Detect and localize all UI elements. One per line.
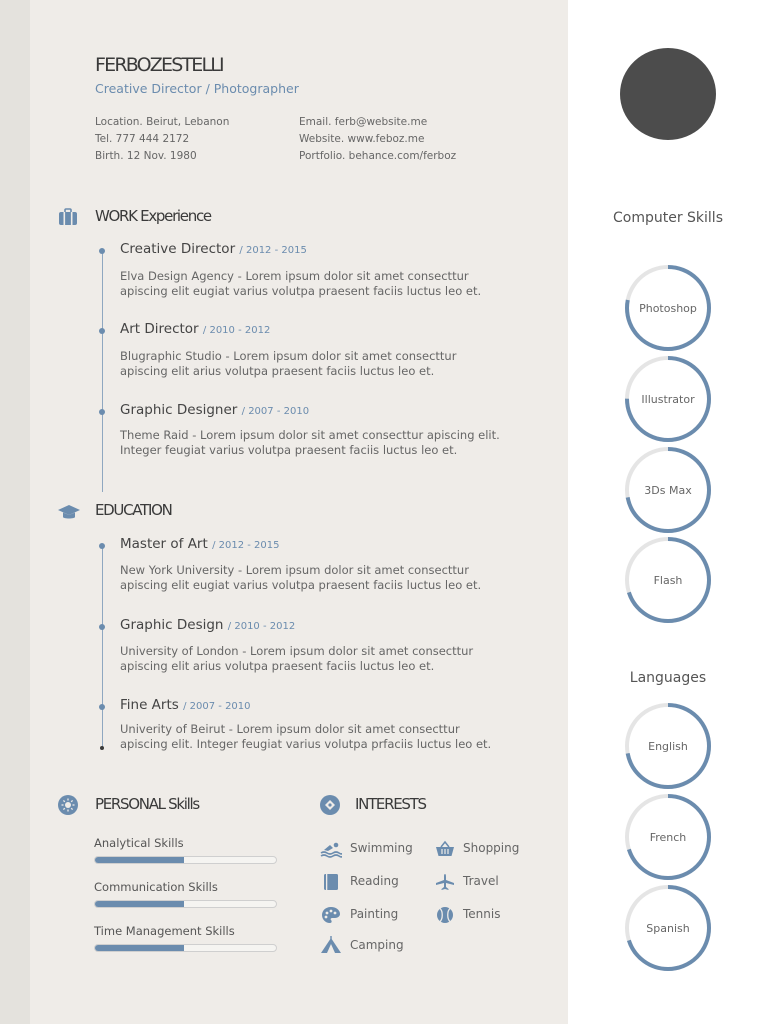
website-text[interactable]: Website. www.feboz.me (299, 133, 425, 145)
skill-bar (94, 900, 277, 908)
ring-label: English (648, 739, 688, 753)
skill-bar (94, 944, 277, 952)
ring-label: French (649, 830, 687, 844)
ring-label: Spanish (646, 921, 690, 935)
timeline-dot (99, 328, 105, 334)
skill-ring (623, 445, 713, 535)
timeline-dot (99, 624, 105, 630)
skill-label: Communication Skills (94, 880, 218, 894)
education-entry-desc: New York University - Lorem ipsum dolor sit amet consecttur apiscing elit eugiat varius volutpa praesent faciis luctus leo et. (120, 563, 482, 592)
swimmer-icon (320, 840, 342, 858)
birth-text: Birth. 12 Nov. 1980 (95, 150, 197, 162)
education-entry-date: / 2007 - 2010 (183, 701, 251, 712)
personal-skills-title: PERSONAL Skills (95, 795, 199, 813)
education-entry-desc: Univerity of Beirut - Lorem ipsum dolor sit amet consecttur apiscing elit. Integer feugiat varius volutpa prfaciis luctus leo et. (120, 722, 492, 751)
work-entry-desc: Elva Design Agency - Lorem ipsum dolor sit amet consecttur apiscing elit eugiat varius volutpa praesent faciis luctus leo et. (120, 269, 482, 298)
work-entry-date: / 2007 - 2010 (241, 406, 310, 417)
graduation-cap-icon (57, 502, 81, 522)
interest-label: Camping (350, 938, 404, 952)
education-entry-desc: University of London - Lorem ipsum dolor sit amet consecttur apiscing elit arius volutpa praesent faciis luctus leo et. (120, 644, 474, 673)
skill-bar-fill (95, 857, 184, 863)
avatar (620, 48, 716, 140)
education-entry-date: / 2010 - 2012 (227, 621, 296, 632)
skill-bar-fill (95, 901, 184, 907)
timeline-end-dot (100, 746, 104, 750)
skill-label: Time Management Skills (94, 924, 235, 938)
work-timeline (102, 252, 103, 492)
interest-label: Travel (463, 874, 499, 888)
compass-icon (320, 795, 340, 815)
work-entry-desc: Blugraphic Studio - Lorem ipsum dolor sit amet consecttur apiscing elit arius volutpa praesent faciis luctus leo et. (120, 349, 457, 378)
education-entry-title: Fine Arts / 2007 - 2010 (120, 697, 251, 713)
education-entry-title: Master of Art / 2012 - 2015 (120, 536, 280, 552)
education-entry-title: Graphic Design / 2010 - 2012 (120, 617, 296, 633)
ring-label: Photoshop (639, 301, 697, 315)
briefcase-icon (58, 207, 78, 227)
interests-title: INTERESTS (355, 795, 426, 813)
portfolio-text[interactable]: Portfolio. behance.com/ferboz (299, 150, 457, 162)
ring-label: 3Ds Max (644, 483, 692, 497)
contact-right (299, 114, 456, 165)
education-entry-date: / 2012 - 2015 (212, 540, 280, 551)
airplane-icon (434, 873, 456, 891)
language-ring (623, 701, 713, 791)
timeline-dot (99, 543, 105, 549)
person-role: Creative Director / Photographer (95, 81, 299, 96)
basket-icon (434, 840, 456, 858)
skill-bar (94, 856, 277, 864)
timeline-dot (99, 704, 105, 710)
ring-label: Illustrator (641, 392, 695, 406)
skill-ring (623, 535, 713, 625)
person-name: FERBOZESTELLI (95, 54, 223, 76)
skill-bar-fill (95, 945, 184, 951)
interest-label: Swimming (350, 841, 413, 855)
work-entry-desc: Theme Raid - Lorem ipsum dolor sit amet consecttur apiscing elit. Integer feugiat varius volutpa praesent faciis luctus leo et. (120, 428, 500, 457)
interest-label: Shopping (463, 841, 520, 855)
work-entry-title: Graphic Designer / 2007 - 2010 (120, 402, 310, 418)
interest-label: Painting (350, 907, 399, 921)
skill-ring (623, 263, 713, 353)
tent-icon (320, 936, 342, 954)
palette-icon (320, 906, 342, 924)
ring-label: Flash (653, 573, 683, 587)
sun-icon (58, 795, 78, 815)
location-text: Location. Beirut, Lebanon (95, 116, 230, 128)
work-entry-title: Art Director / 2010 - 2012 (120, 321, 271, 337)
language-ring (623, 883, 713, 973)
work-entry-date: / 2010 - 2012 (202, 325, 271, 336)
work-entry-title: Creative Director / 2012 - 2015 (120, 241, 307, 257)
languages-title: Languages (629, 670, 707, 686)
left-decor-strip (0, 0, 30, 1024)
skill-label: Analytical Skills (94, 836, 184, 850)
timeline-dot (99, 409, 105, 415)
email-text[interactable]: Email. ferb@website.me (299, 116, 428, 128)
education-section-title: EDUCATION (95, 501, 172, 519)
education-timeline (102, 545, 103, 748)
phone-text: Tel. 777 444 2172 (95, 133, 190, 145)
book-icon (320, 873, 342, 891)
skill-ring (623, 354, 713, 444)
language-ring (623, 792, 713, 882)
interest-label: Reading (350, 874, 399, 888)
computer-skills-title: Computer Skills (612, 210, 723, 226)
timeline-dot (99, 248, 105, 254)
work-section-title: WORK Experience (95, 207, 211, 225)
work-entry-date: / 2012 - 2015 (239, 245, 307, 256)
contact-left (95, 114, 229, 165)
tennis-ball-icon (434, 906, 456, 924)
interest-label: Tennis (463, 907, 501, 921)
